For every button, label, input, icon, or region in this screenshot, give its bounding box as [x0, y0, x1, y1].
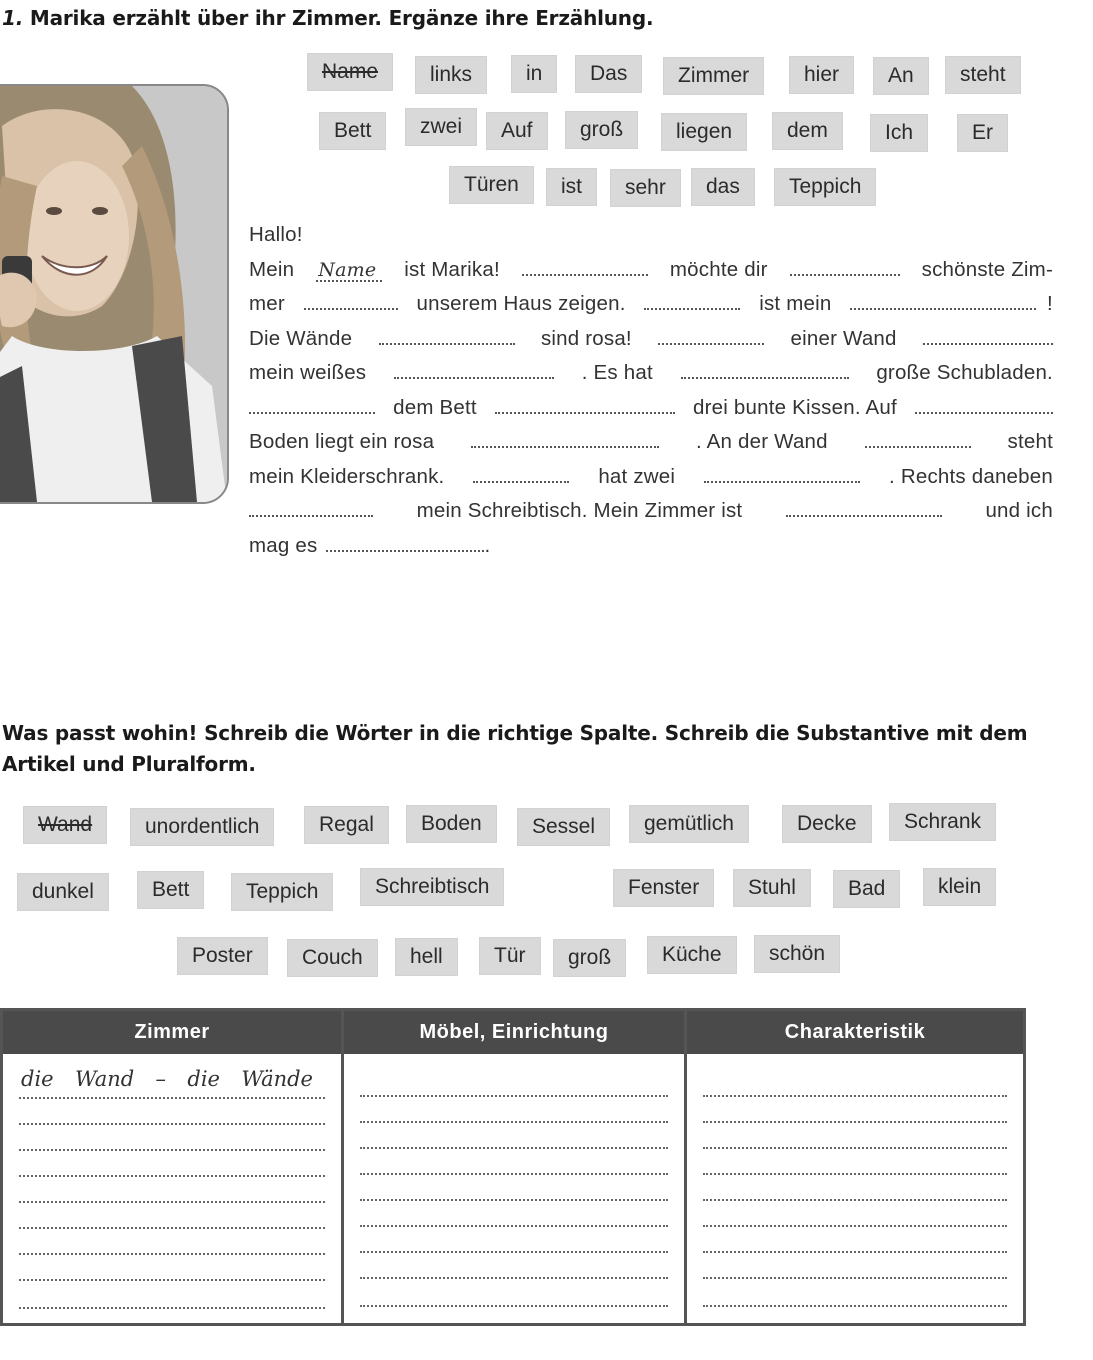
word-card-liegen: liegen — [662, 114, 746, 150]
word-card-hier: hier — [790, 57, 853, 93]
answer-line[interactable] — [360, 1147, 668, 1149]
text-fragment: ist mein — [759, 292, 832, 315]
word-card-klein: klein — [924, 869, 995, 905]
answer-line[interactable] — [360, 1277, 668, 1279]
blank-19[interactable] — [786, 501, 942, 517]
blank-8[interactable] — [923, 329, 1053, 345]
text-fragment: ! — [1047, 292, 1053, 315]
column-header-moebel: Möbel, Einrichtung — [344, 1011, 684, 1054]
blank-15[interactable] — [865, 432, 971, 448]
answer-line[interactable] — [19, 1227, 325, 1229]
text-fragment: mer — [249, 292, 285, 315]
example-noun: Wand — [74, 1067, 135, 1091]
word-card-unordentlich: unordentlich — [131, 809, 273, 845]
word-card-schrank: Schrank — [890, 804, 995, 840]
word-card-fenster: Fenster — [614, 870, 713, 906]
word-card-zwei: zwei — [406, 109, 476, 145]
text-fragment: . An der Wand — [696, 430, 828, 453]
word-card-teppich-2: Teppich — [232, 874, 332, 910]
answer-line[interactable] — [703, 1095, 1007, 1097]
text-fragment: . — [484, 533, 491, 557]
text-fragment: . Rechts daneben — [889, 464, 1053, 488]
word-card-name: Name — [308, 54, 392, 90]
answer-line[interactable] — [19, 1175, 325, 1177]
answer-line[interactable] — [703, 1147, 1007, 1149]
word-card-stuhl: Stuhl — [734, 870, 810, 906]
text-fragment: mein Kleiderschrank. — [249, 464, 445, 488]
word-card-bad: Bad — [834, 871, 899, 907]
sorting-table — [0, 1008, 1026, 1326]
task2-heading — [2, 718, 1062, 780]
word-card-kueche: Küche — [648, 937, 736, 973]
text-fragment: steht — [1007, 430, 1053, 453]
column-header-zimmer: Zimmer — [3, 1011, 341, 1054]
blank-11[interactable] — [249, 398, 375, 414]
text-fragment: hat zwei — [598, 464, 676, 488]
text-fragment: Mein — [249, 257, 295, 281]
word-card-das-lower: das — [692, 169, 754, 205]
example-article: die — [21, 1067, 54, 1091]
word-card-bett-2: Bett — [138, 872, 203, 908]
word-card-dunkel: dunkel — [18, 874, 108, 910]
blank-16[interactable] — [473, 467, 569, 483]
word-card-schoen: schön — [755, 936, 839, 972]
answer-line[interactable] — [19, 1201, 325, 1203]
text-fragment: dem Bett — [393, 395, 477, 419]
word-card-wand: Wand — [24, 807, 106, 843]
blank-7[interactable] — [658, 329, 764, 345]
letter-text — [249, 218, 1053, 563]
column-zimmer — [3, 1011, 341, 1323]
answer-line[interactable] — [19, 1149, 325, 1151]
blank-14[interactable] — [471, 432, 659, 448]
answer-line[interactable] — [703, 1305, 1007, 1307]
word-card-links: links — [416, 57, 486, 93]
task2-instruction-line1: Was passt wohin! Schreib die Wörter in die richtige Spalte. Schreib die Substantive mit dem — [2, 721, 1028, 745]
word-card-regal: Regal — [305, 807, 388, 843]
girl-phone-illustration — [0, 86, 227, 502]
blank-3[interactable] — [304, 294, 398, 310]
example-plural-noun: Wände — [241, 1067, 313, 1091]
word-card-sessel: Sessel — [518, 809, 609, 845]
answer-line[interactable] — [360, 1095, 668, 1097]
blank-4[interactable] — [644, 294, 740, 310]
answer-line[interactable] — [19, 1097, 325, 1099]
word-card-boden: Boden — [407, 806, 496, 842]
blank-1[interactable] — [522, 260, 648, 276]
task1-heading — [2, 6, 653, 30]
text-fragment: große Schubladen. — [876, 361, 1053, 384]
word-card-couch: Couch — [288, 940, 377, 976]
text-fragment: und ich — [985, 499, 1053, 522]
word-card-ich: Ich — [871, 115, 927, 151]
word-card-tueren: Türen — [450, 167, 533, 203]
blank-17[interactable] — [704, 467, 860, 483]
column-moebel — [341, 1011, 684, 1323]
text-fragment: mag es — [249, 533, 318, 557]
answer-line[interactable] — [703, 1173, 1007, 1175]
word-card-dem: dem — [773, 113, 842, 149]
answer-line[interactable] — [19, 1279, 325, 1281]
text-fragment: Boden liegt ein rosa — [249, 430, 435, 453]
example-answer: Name — [316, 260, 382, 282]
answer-line[interactable] — [703, 1277, 1007, 1279]
column-header-charakteristik: Charakteristik — [687, 1011, 1023, 1054]
text-fragment: sind rosa! — [540, 326, 632, 350]
text-fragment: mein weißes — [249, 361, 367, 384]
word-card-zimmer: Zimmer — [664, 58, 763, 94]
blank-20[interactable] — [326, 536, 484, 552]
greeting: Hallo! — [249, 223, 303, 246]
example-plural-article: die — [187, 1067, 220, 1091]
word-card-das: Das — [576, 56, 641, 92]
word-card-an: An — [874, 58, 928, 94]
word-card-sehr: sehr — [611, 170, 680, 206]
answer-line[interactable] — [360, 1121, 668, 1123]
girl-photo — [0, 84, 229, 504]
blank-12[interactable] — [495, 398, 675, 414]
answer-line[interactable] — [19, 1307, 325, 1309]
answer-line[interactable] — [360, 1251, 668, 1253]
answer-line[interactable] — [360, 1173, 668, 1175]
task-number: 1. — [2, 6, 24, 30]
word-card-auf: Auf — [487, 113, 547, 149]
answer-line[interactable] — [703, 1251, 1007, 1253]
example-entry — [21, 1067, 313, 1091]
text-fragment: drei bunte Kissen. Auf — [693, 395, 897, 419]
word-card-tuer: Tür — [480, 938, 540, 974]
blank-9[interactable] — [394, 363, 554, 379]
word-card-gross-2: groß — [554, 940, 625, 976]
word-card-steht: steht — [946, 57, 1020, 93]
answer-line[interactable] — [360, 1199, 668, 1201]
answer-line[interactable] — [703, 1121, 1007, 1123]
answer-line[interactable] — [19, 1123, 325, 1125]
word-card-decke: Decke — [783, 806, 871, 842]
word-card-poster: Poster — [178, 938, 267, 974]
answer-line[interactable] — [703, 1199, 1007, 1201]
task1-instruction: Marika erzählt über ihr Zimmer. Ergänze ihre Erzählung. — [29, 6, 654, 30]
word-card-gemuetlich: gemütlich — [630, 806, 748, 842]
text-fragment: einer Wand — [790, 326, 897, 350]
word-card-teppich: Teppich — [775, 169, 875, 205]
answer-line[interactable] — [360, 1305, 668, 1307]
example-dash: – — [155, 1067, 167, 1091]
text-fragment: unserem Haus zeigen. — [416, 292, 626, 315]
word-card-bett: Bett — [320, 113, 385, 149]
word-card-in: in — [512, 56, 556, 92]
text-fragment: mein Schreibtisch. Mein Zimmer ist — [416, 499, 743, 522]
answer-line[interactable] — [703, 1225, 1007, 1227]
word-card-schreibtisch: Schreibtisch — [361, 869, 503, 905]
text-fragment: schönste Zim- — [921, 257, 1053, 281]
blank-2[interactable] — [790, 260, 900, 276]
column-charakteristik — [684, 1011, 1023, 1323]
text-fragment: ist Marika! — [404, 257, 500, 281]
task2-instruction-line2: Artikel und Pluralform. — [2, 752, 256, 776]
text-fragment: möchte dir — [669, 257, 768, 281]
blank-13[interactable] — [915, 398, 1053, 414]
word-card-hell: hell — [396, 939, 457, 975]
blank-10[interactable] — [681, 363, 849, 379]
blank-5[interactable] — [850, 294, 1036, 310]
word-card-er: Er — [958, 115, 1007, 151]
blank-6[interactable] — [379, 329, 515, 345]
text-fragment: . Es hat — [581, 361, 653, 384]
text-fragment: Die Wände — [249, 326, 353, 350]
word-card-ist: ist — [547, 169, 596, 205]
answer-line[interactable] — [19, 1253, 325, 1255]
blank-18[interactable] — [249, 501, 373, 517]
word-card-gross: groß — [566, 112, 637, 148]
answer-line[interactable] — [360, 1225, 668, 1227]
